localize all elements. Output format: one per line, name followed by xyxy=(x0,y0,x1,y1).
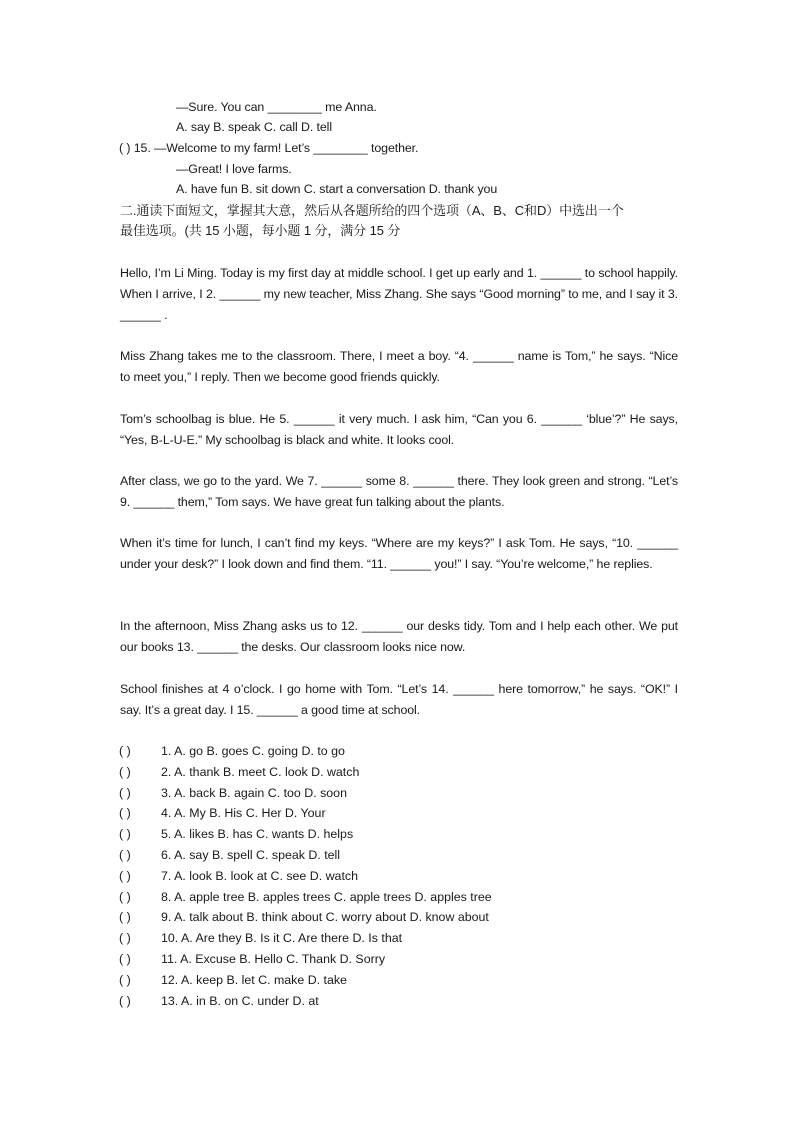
answer-blank[interactable]: ( ) xyxy=(119,889,131,904)
option-row xyxy=(119,785,679,806)
section-heading-line1: 二.通读下面短文，掌握其大意，然后从各题所给的四个选项（A、B、C和D）中选出一个 xyxy=(120,203,624,218)
option-row xyxy=(119,847,679,868)
answer-blank[interactable]: ( ) xyxy=(119,764,131,779)
answer-blank[interactable]: ( ) xyxy=(119,806,131,821)
option-text: 7. A. look B. look at C. see D. watch xyxy=(161,868,358,883)
option-text: 10. A. Are they B. Is it C. Are there D. Is that xyxy=(161,931,403,946)
section-heading-line2: 最佳选项。(共 15 小题，每小题 1 分，满分 15 分 xyxy=(120,223,401,238)
answer-blank[interactable]: ( ) xyxy=(119,931,131,946)
option-row xyxy=(119,993,679,1014)
q15-options: A. have fun B. sit down C. start a conversation D. thank you xyxy=(176,182,498,196)
answer-blank[interactable]: ( ) xyxy=(119,993,131,1008)
option-row xyxy=(119,826,679,847)
passage-paragraph: Hello, I’m Li Ming. Today is my first day at middle school. I get up early and 1. ______ to school happily. When I arrive, I 2. ______ my new teacher, Miss Zhang. She says “Good morning” to me, and I say it 3. ______ . xyxy=(120,266,678,322)
option-text: 5. A. likes B. has C. wants D. helps xyxy=(161,827,354,842)
option-row xyxy=(119,743,679,764)
answer-blank[interactable]: ( ) xyxy=(119,868,131,883)
option-text: 2. A. thank B. meet C. look D. watch xyxy=(161,764,360,779)
option-row xyxy=(119,930,679,951)
q14-answer-line: —Sure. You can ________ me Anna. xyxy=(176,100,377,114)
passage-paragraph: School finishes at 4 o’clock. I go home with Tom. “Let’s 14. ______ here tomorrow,” he says. “OK!” I say. It’s a great day. I 15. ______ a good time at school. xyxy=(120,682,678,717)
answer-blank[interactable]: ( ) xyxy=(119,910,131,925)
option-row xyxy=(119,951,679,972)
option-text: 12. A. keep B. let C. make D. take xyxy=(161,972,347,987)
option-text: 1. A. go B. goes C. going D. to go xyxy=(161,744,345,758)
answer-blank[interactable]: ( ) xyxy=(119,847,131,862)
answer-options-list xyxy=(119,743,679,1013)
q15-question: ( ) 15. —Welcome to my farm! Let’s ________ together. xyxy=(119,141,419,155)
option-text: 4. A. My B. His C. Her D. Your xyxy=(161,806,326,821)
answer-blank[interactable]: ( ) xyxy=(119,972,131,987)
passage-paragraph: After class, we go to the yard. We 7. ______ some 8. ______ there. They look green and strong. “Let’s 9. ______ them,” Tom says. We have great fun talking about the plants. xyxy=(120,474,678,509)
answer-blank[interactable]: ( ) xyxy=(119,785,131,800)
option-text: 8. A. apple tree B. apples trees C. apple trees D. apples tree xyxy=(161,889,492,904)
option-text: 6. A. say B. spell C. speak D. tell xyxy=(161,847,341,862)
passage-paragraph: Miss Zhang takes me to the classroom. There, I meet a boy. “4. ______ name is Tom,” he says. “Nice to meet you,” I reply. Then we become good friends quickly. xyxy=(120,349,678,384)
passage-paragraph: In the afternoon, Miss Zhang asks us to 12. ______ our desks tidy. Tom and I help each other. We put our books 13. ______ the desks. Our classroom looks nice now. xyxy=(120,619,678,654)
option-row xyxy=(119,764,679,785)
answer-blank[interactable]: ( ) xyxy=(119,827,131,842)
option-text: 11. A. Excuse B. Hello C. Thank D. Sorry xyxy=(161,951,386,966)
answer-blank[interactable]: ( ) xyxy=(119,951,131,966)
passage-paragraph: Tom’s schoolbag is blue. He 5. ______ it very much. I ask him, “Can you 6. ______ ‘blue’?” He says, “Yes, B-L-U-E.” My schoolbag is black and white. It looks cool. xyxy=(120,412,678,447)
answer-blank[interactable]: ( ) xyxy=(119,744,131,758)
option-text: 3. A. back B. again C. too D. soon xyxy=(161,785,347,800)
passage-paragraph: When it’s time for lunch, I can’t find my keys. “Where are my keys?” I ask Tom. He says, “10. ______ under your desk?” I look down and find them. “11. ______ you!” I say. “You’re welcome,” he replies. xyxy=(120,536,678,571)
option-text: 13. A. in B. on C. under D. at xyxy=(161,993,319,1008)
option-row xyxy=(119,805,679,826)
option-row xyxy=(119,909,679,930)
option-row xyxy=(119,972,679,993)
q14-options: A. say B. speak C. call D. tell xyxy=(176,120,332,134)
option-row xyxy=(119,889,679,910)
option-row xyxy=(119,868,679,889)
q15-answer-line: —Great! I love farms. xyxy=(176,162,292,176)
option-text: 9. A. talk about B. think about C. worry about D. know about xyxy=(161,910,489,925)
